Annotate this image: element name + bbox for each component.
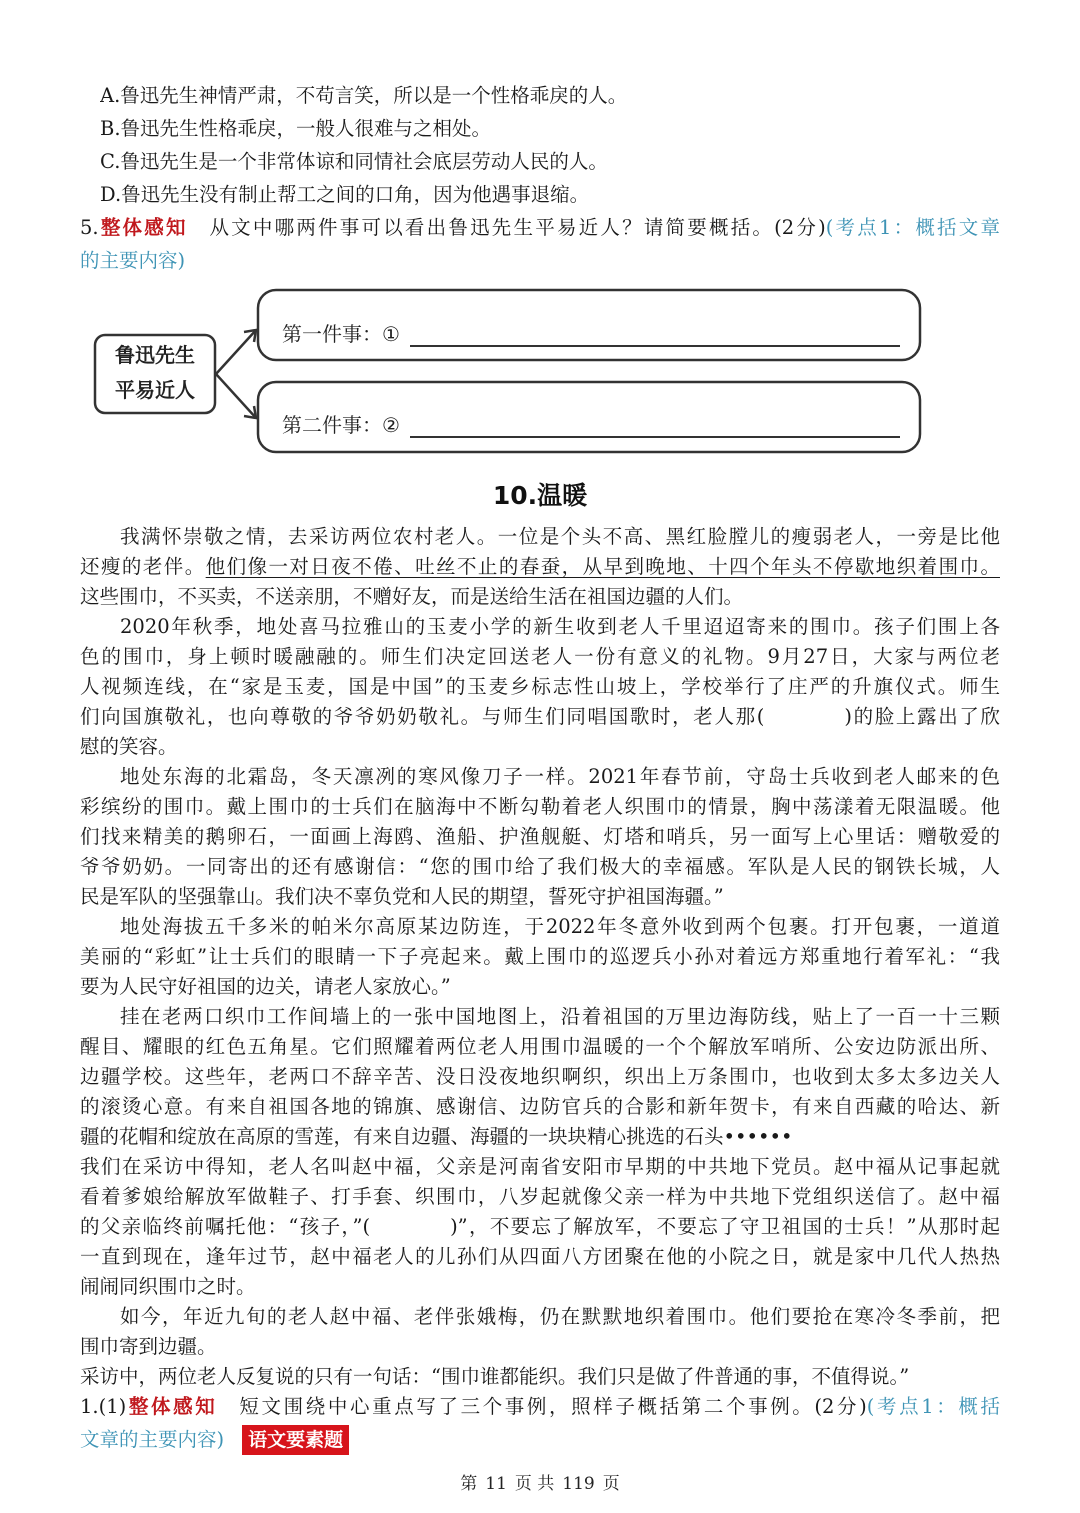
footer-total-pages: 119: [562, 1474, 595, 1494]
question-1-tag: 整体感知: [126, 1395, 218, 1418]
paragraph-2-line-2: 色的围巾，身上顿时暖融融的。师生们决定回送老人一份有意义的礼物。9月27日，大家与两位老: [80, 645, 1000, 668]
paragraph-2-line-4: [80, 701, 1000, 733]
question-5: [80, 212, 1000, 244]
paragraph-3-line-2: 彩缤纷的围巾。戴上围巾的士兵们在脑海中不断勾勒着老人织围巾的情景，胸中荡漾着无限温暖。他: [80, 795, 1000, 818]
diagram-root-line2: 平易近人: [115, 378, 195, 402]
paragraph-1-line-2: [80, 551, 1000, 583]
paragraph-5-line-1: 挂在老两口织巾工作间墙上的一张中国地图上，沿着祖国的万里边海防线，贴上了一百一十三颗: [120, 1005, 1000, 1028]
diagram-arrow-up: [216, 330, 256, 374]
option-d: D.鲁迅先生没有制止帮工之间的口角，因为他遇事退缩。: [100, 183, 590, 206]
question-1-point: (考点1：概括: [866, 1395, 1000, 1418]
paragraph-2-text-b: )的脸上露出了欣: [844, 705, 1000, 728]
paragraph-5-line-2: 醒目、耀眼的红色五角星。它们照耀着两位老人用围巾温暖的一个个解放军哨所、公安边防派出所、: [80, 1035, 1000, 1058]
question-5-text: 从文中哪两件事可以看出鲁迅先生平易近人？请简要概括。(2分): [187, 216, 826, 239]
paragraph-6-line-3: [80, 1211, 1000, 1243]
diagram-item-1[interactable]: 第一件事：①: [282, 322, 400, 346]
diagram-item-2[interactable]: 第二件事：②: [282, 413, 400, 437]
underlined-sentence: 他们像一对日夜不倦、吐丝不止的春蚕，从早到晚地、十四个年头不停歇地织着围巾。: [205, 555, 1000, 578]
question-1-point-cont: 文章的主要内容): [80, 1428, 225, 1451]
option-a: A.鲁迅先生神情严肃，不苟言笑，所以是一个性格乖戾的人。: [100, 84, 628, 107]
paragraph-2-line-3: 人视频连线，在“家是玉麦，国是中国”的玉麦乡标志性山坡上，学校举行了庄严的升旗仪式。师生: [80, 675, 1000, 698]
diagram-root-line1: 鲁迅先生: [115, 343, 195, 367]
question-5-point: (考点1：概括文章: [825, 216, 1000, 239]
answer-diagram: [0, 280, 1080, 460]
paragraph-5-line-5: 疆的花帽和绽放在高原的雪莲，有来自边疆、海疆的一块块精心挑选的石头••••••: [80, 1125, 793, 1148]
page-footer: [0, 1470, 1080, 1498]
option-b: B.鲁迅先生性格乖戾，一般人很难与之相处。: [100, 117, 492, 140]
option-c: C.鲁迅先生是一个非常体谅和同情社会底层劳动人民的人。: [100, 150, 608, 173]
paragraph-2-line-5: 慰的笑容。: [80, 735, 178, 758]
paragraph-3-line-5: 民是军队的坚强靠山。我们决不辜负党和人民的期望，誓死守护祖国海疆。”: [80, 885, 724, 908]
paragraph-4-line-1: 地处海拔五千多米的帕米尔高原某边防连，于2022年冬意外收到两个包裹。打开包裹，一道道: [120, 915, 1000, 938]
diagram-arrow-down: [216, 374, 256, 418]
paragraph-5-line-3: 边疆学校。这些年，老两口不辞辛苦、没日没夜地织啊织，织出上万条围巾，也收到太多太多边关人: [80, 1065, 1000, 1088]
article-title: 10.温暖: [492, 481, 588, 510]
question-type-badge: 语文要素题: [242, 1425, 349, 1455]
paragraph-1-text: 还瘦的老伴。: [80, 555, 206, 578]
question-5-tag: 整体感知: [98, 216, 188, 239]
footer-prefix: 第: [460, 1474, 478, 1494]
paragraph-1-line-1: 我满怀崇敬之情，去采访两位农村老人。一位是个头不高、黑红脸膛儿的瘦弱老人，一旁是比他: [120, 525, 1000, 548]
paragraph-2-text-a: 们向国旗敬礼，也向尊敬的爷爷奶奶敬礼。与师生们同唱国歌时，老人那(: [80, 705, 765, 728]
paragraph-7-line-1: 如今，年近九旬的老人赵中福、老伴张娥梅，仍在默默地织着围巾。他们要抢在寒冷冬季前，把: [120, 1305, 1000, 1328]
paragraph-8-line-1: 采访中，两位老人反复说的只有一句话：“围巾谁都能织。我们只是做了件普通的事，不值得说。”: [80, 1365, 910, 1388]
question-5-number: 5.: [80, 216, 99, 239]
paragraph-1-line-3: 这些围巾，不买卖，不送亲朋，不赠好友，而是送给生活在祖国边疆的人们。: [80, 585, 744, 608]
footer-suffix: 页: [602, 1474, 620, 1494]
paragraph-6-line-1: 我们在采访中得知，老人名叫赵中福，父亲是河南省安阳市早期的中共地下党员。赵中福从记事起就: [80, 1155, 1000, 1178]
question-1-line-2: [80, 1424, 1000, 1460]
paragraph-4-line-2: 美丽的“彩虹”让士兵们的眼睛一下子亮起来。戴上围巾的巡逻兵小孙对着远方郑重地行着军礼：“我: [80, 945, 1000, 968]
paragraph-6-line-2: 看着爹娘给解放军做鞋子、打手套、织围巾，八岁起就像父亲一样为中共地下党组织送信了。赵中福: [80, 1185, 1000, 1208]
paragraph-3-line-3: 们找来精美的鹅卵石，一面画上海鸥、渔船、护渔舰艇、灯塔和哨兵，另一面写上心里话：赠敬爱的: [80, 825, 1000, 848]
footer-page-number: 11: [485, 1474, 507, 1494]
paragraph-3-line-4: 爷爷奶奶。一同寄出的还有感谢信：“您的围巾给了我们极大的幸福感。军队是人民的钢铁长城，人: [80, 855, 1000, 878]
question-5-point-cont: 的主要内容): [80, 249, 186, 272]
paragraph-5-line-4: 的滚烫心意。有来自祖国各地的锦旗、感谢信、边防官兵的合影和新年贺卡，有来自西藏的哈达、新: [80, 1095, 1000, 1118]
paragraph-6-line-4: 一直到现在，逢年过节，赵中福老人的儿孙们从四面八方团聚在他的小院之日，就是家中几代人热热: [80, 1245, 1000, 1268]
question-1-text: 短文围绕中心重点写了三个事例，照样子概括第二个事例。(2分): [217, 1395, 867, 1418]
paragraph-3-line-1: 地处东海的北霜岛，冬天凛冽的寒风像刀子一样。2021年春节前，守岛士兵收到老人邮来的色: [120, 765, 1000, 788]
paragraph-4-line-3: 要为人民守好祖国的边关，请老人家放心。”: [80, 975, 451, 998]
paragraph-2-line-1: 2020年秋季，地处喜马拉雅山的玉麦小学的新生收到老人千里迢迢寄来的围巾。孩子们围上各: [120, 615, 1000, 638]
footer-middle: 页 共: [514, 1474, 555, 1494]
paragraph-6-text-a: 的父亲临终前嘱托他：“孩子，”(: [80, 1215, 371, 1238]
paragraph-6-line-5: 闹闹同织围巾之时。: [80, 1275, 256, 1298]
question-1-number: 1.(1): [80, 1395, 127, 1418]
paragraph-7-line-2: 围巾寄到边疆。: [80, 1335, 217, 1358]
paragraph-6-text-b: )”，不要忘了解放军，不要忘了守卫祖国的士兵！”从那时起: [450, 1215, 1000, 1238]
question-1: [80, 1391, 1000, 1423]
